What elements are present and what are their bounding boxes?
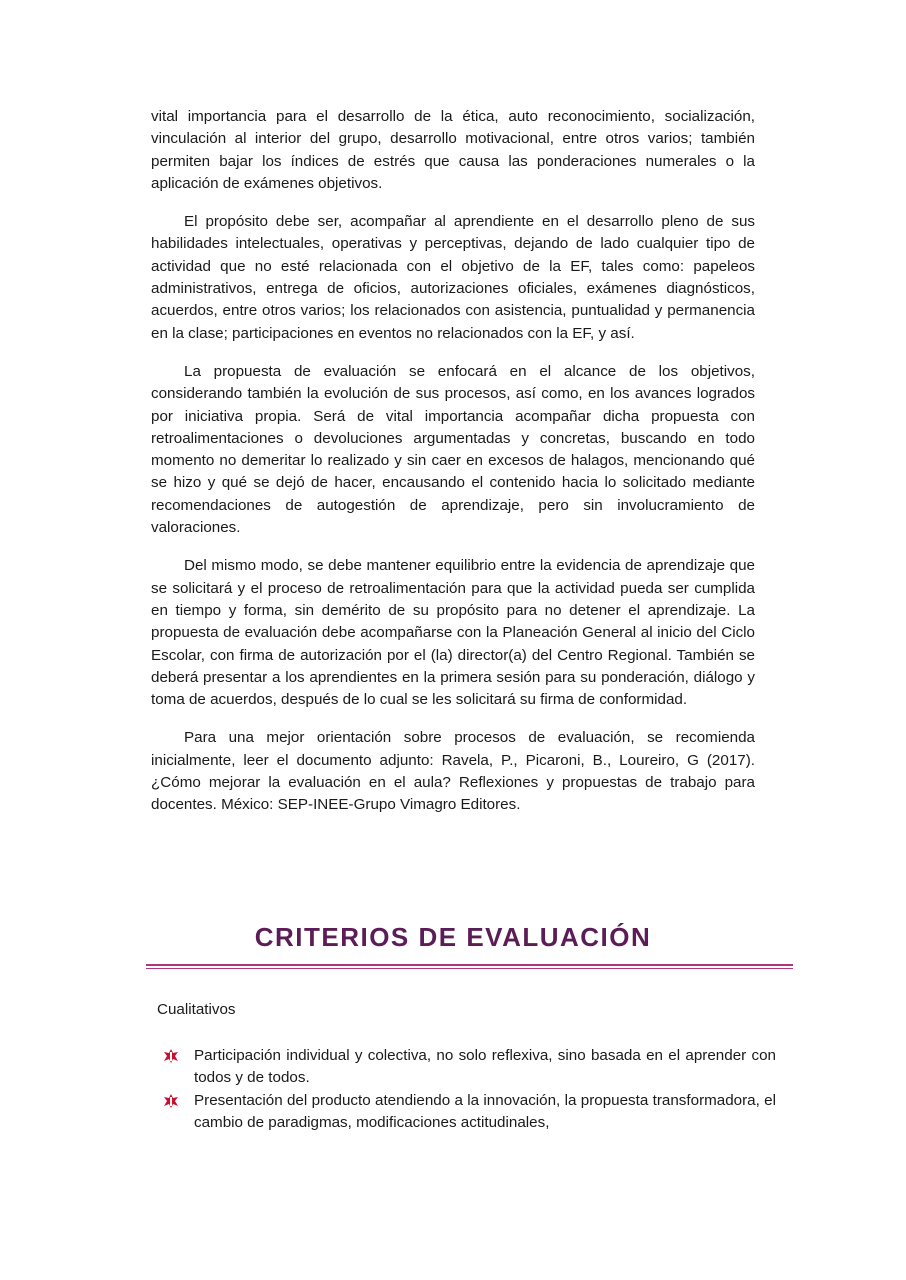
red-emblem-icon (162, 1093, 180, 1109)
criteria-list (160, 1045, 776, 1134)
paragraph: Del mismo modo, se debe mantener equilibrio entre la evidencia de aprendizaje que se solicitará y el proceso de retroalimentación para que la actividad pueda ser cumplida en tiempo y forma, sin demérito de su propósito para no detener el aprendizaje. La propuesta de evaluación debe acompañarse con la Planeación General al inicio del Ciclo Escolar, con firma de autorización por el (la) director(a) del Centro Regional. También se deberá presentar a los aprendientes en la primera sesión para su ponderación, diálogo y toma de acuerdos, después de lo cual se les solicitará su firma de conformidad. (151, 557, 755, 709)
list-item-text: Participación individual y colectiva, no solo reflexiva, sino basada en el aprender con todos y de todos. (194, 1047, 776, 1087)
subheading: Cualitativos (157, 1001, 236, 1018)
red-emblem-icon (162, 1048, 180, 1064)
paragraph: vital importancia para el desarrollo de la ética, auto reconocimiento, socialización, vinculación al interior del grupo, desarrollo motivacional, entre otros varios; también permiten bajar los índices de estrés que causa las ponderaciones numerales o la aplicación de exámenes objetivos. (151, 108, 755, 192)
paragraph: La propuesta de evaluación se enfocará en el alcance de los objetivos, considerando también la evolución de sus procesos, así como, en los avances logrados por iniciativa propia. Será de vital importancia acompañar dicha propuesta con retroalimentaciones o devoluciones argumentadas y concretas, buscando en todo momento no demeritar lo realizado y sin caer en excesos de halagos, mencionando qué se hizo y qué se dejó de hacer, encausando el contenido hacia lo solicitado mediante recomendaciones de autogestión de aprendizaje, pero sin involucramiento de valoraciones. (151, 362, 755, 537)
underline-thick (146, 964, 793, 966)
list-item-text: Presentación del producto atendiendo a la innovación, la propuesta transformadora, el cambio de paradigmas, modificaciones actitudinales, (194, 1091, 776, 1131)
list-item (160, 1045, 776, 1090)
body-text (151, 106, 755, 833)
paragraph: El propósito debe ser, acompañar al aprendiente en el desarrollo pleno de sus habilidades intelectuales, operativas y perceptivas, dejando de lado cualquier tipo de actividad que no esté relacionada con el objetivo de la EF, tales como: papeleos administrativos, entrega de oficios, autorizaciones oficiales, exámenes diagnósticos, acuerdos, entre otros varios; los relacionados con asistencia, puntualidad y permanencia en la clase; participaciones en eventos no relacionados con la EF, y así. (151, 213, 755, 342)
paragraph: Para una mejor orientación sobre procesos de evaluación, se recomienda inicialmente, leer el documento adjunto: Ravela, P., Picaroni, B., Loureiro, G (2017). ¿Cómo mejorar la evaluación en el aula? Reflexiones y propuestas de trabajo para docentes. México: SEP-INEE-Grupo Vimagro Editores. (151, 729, 755, 814)
heading-underline (146, 964, 793, 969)
section-heading: CRITERIOS DE EVALUACIÓN (254, 922, 652, 952)
list-item (160, 1090, 776, 1135)
underline-thin (146, 968, 793, 969)
